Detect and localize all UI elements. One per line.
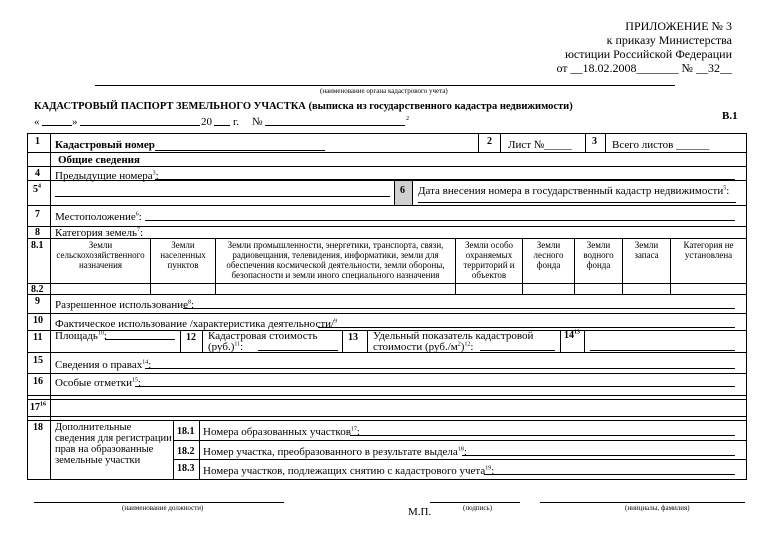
row-9-num: 9 <box>35 296 40 307</box>
permitted-use-label: Разрешенное использование$^8$: <box>55 299 195 311</box>
cadastral-value-field[interactable] <box>258 350 338 351</box>
rights-field[interactable] <box>145 368 735 369</box>
specific-value-field[interactable] <box>480 350 555 351</box>
row-18-num: 18 <box>33 422 43 433</box>
row-5-field[interactable] <box>55 196 390 197</box>
deregistered-plots-label: Номера участков, подлежащих снятию с кадастрового учета$^{19}$: <box>203 465 495 477</box>
row-18-1-num: 18.1 <box>177 426 195 437</box>
row-6-num: 6 <box>400 185 405 196</box>
category-forest: Земли лесного фонда <box>533 240 564 270</box>
category-agricultural: Земли сельскохозяйственного назначения <box>56 240 145 270</box>
category-reserve: Земли запаса <box>634 240 659 260</box>
row-4-num: 4 <box>35 168 40 179</box>
formed-plots-field[interactable] <box>350 435 735 436</box>
row-16-num: 16 <box>33 376 43 387</box>
category-not-set: Категория не установлена <box>683 240 734 260</box>
order-date-number: от __18.02.2008_______ № __32__ <box>556 61 732 75</box>
area-field[interactable] <box>105 339 175 340</box>
row-2-num: 2 <box>487 136 492 147</box>
order-line: к приказу Министерства <box>606 33 732 47</box>
cadastral-value-label: Кадастровая стоимость <box>208 330 318 342</box>
sheet-number-label: Лист №_____ <box>508 139 572 151</box>
day-field[interactable] <box>42 125 72 126</box>
number-footnote: 2 <box>406 116 409 122</box>
formed-plots-label: Номера образованных участков$^{17}$: <box>203 426 360 438</box>
number-field[interactable] <box>265 125 405 126</box>
previous-numbers-field[interactable] <box>155 179 735 180</box>
year-prefix: 20 <box>201 116 212 128</box>
deregistered-plots-field[interactable] <box>484 474 735 475</box>
number-sign: № <box>252 116 263 128</box>
row-11-num: 11 <box>33 332 43 343</box>
specific-value-unit: стоимости $(руб./м^2)^{12}$: <box>373 341 474 353</box>
row-10-num: 10 <box>33 315 43 326</box>
row-8-1-num: 8.1 <box>31 240 44 251</box>
year-g: г. <box>233 116 240 128</box>
category-protected: Земли особо охраняемых территорий и объектов <box>463 240 515 280</box>
converted-plot-label: Номер участка, преобразованного в результате выдела$^{18}$: <box>203 446 467 458</box>
row-15-num: 15 <box>33 355 43 366</box>
cadastral-number-field[interactable] <box>155 150 325 151</box>
permitted-use-field[interactable] <box>183 308 735 309</box>
area-label: Площадь$^{10}$: <box>55 330 107 342</box>
registration-date-field[interactable] <box>418 202 736 203</box>
date-quote-open: « <box>34 116 40 128</box>
location-label: Местоположение$^6$: <box>55 211 142 223</box>
org-caption: (наименование органа кадастрового учета) <box>320 87 448 95</box>
position-caption: (наименование должности) <box>122 504 204 512</box>
row-7-num: 7 <box>35 209 40 220</box>
year-field[interactable] <box>214 125 230 126</box>
row-14-field[interactable] <box>590 350 735 351</box>
document-title: КАДАСТРОВЫЙ ПАСПОРТ ЗЕМЕЛЬНОГО УЧАСТКА (выписка из государственного кадастра недвижимости) <box>34 101 573 112</box>
row-3-num: 3 <box>592 136 597 147</box>
row-13-num: 13 <box>348 332 358 343</box>
category-settlements: Земли населенных пунктов <box>160 240 206 270</box>
category-water: Земли водного фонда <box>583 240 614 270</box>
row-5-num: $5^4$ <box>33 183 41 195</box>
row-17-num: $17^{16}$ <box>30 401 46 413</box>
row-8-num: 8 <box>35 227 40 238</box>
total-sheets-label: Всего листов ______ <box>612 139 710 151</box>
form-code: В.1 <box>722 110 738 122</box>
registration-date-label: Дата внесения номера в государственный кадастр недвижимости$^5$: <box>418 185 730 197</box>
ministry-line: юстиции Российской Федерации <box>564 47 732 61</box>
cadastral-number-label: Кадастровый номер <box>55 139 155 151</box>
month-field[interactable] <box>80 125 200 126</box>
land-category-label: Категория земель$^7$: <box>55 227 144 239</box>
cadastral-value-unit: $(руб.)^{11}$: <box>208 341 244 353</box>
previous-numbers-label: Предыдущие номера$^3$: <box>55 170 159 182</box>
converted-plot-field[interactable] <box>462 455 735 456</box>
org-line <box>95 85 675 86</box>
row-1-num: 1 <box>35 136 40 147</box>
general-info-heading: Общие сведения <box>58 154 140 166</box>
rights-label: Сведения о правах$^{14}$: <box>55 359 152 371</box>
row-12-num: 12 <box>186 332 196 343</box>
signature-caption: (подпись) <box>463 504 493 512</box>
actual-use-label: Фактическое использование /характеристика деятельности/$^9$ <box>55 318 338 330</box>
appendix-title: ПРИЛОЖЕНИЕ № 3 <box>625 19 732 33</box>
special-marks-label: Особые отметки$^{15}$: <box>55 377 142 389</box>
stamp-label: М.П. <box>408 506 432 518</box>
date-quote-close: » <box>72 116 78 128</box>
row-18-2-num: 18.2 <box>177 446 195 457</box>
additional-info-label: Дополнительные сведения для регистрации прав на образованные земельные участки <box>55 422 172 466</box>
row-14-num: $14^{13}$ <box>564 329 580 341</box>
category-industry: Земли промышленности, энергетики, транспорта, связи, радиовещания, телевидения, информатики, земли для обеспечения космической деятельности, земли обороны, безопасности и земли иного специального назначения <box>226 240 445 280</box>
specific-value-label: Удельный показатель кадастровой <box>373 330 534 342</box>
location-field[interactable] <box>145 220 735 221</box>
row-18-3-num: 18.3 <box>177 463 195 474</box>
actual-use-field[interactable] <box>318 327 735 328</box>
initials-caption: (инициалы, фамилия) <box>625 504 690 512</box>
special-marks-field[interactable] <box>135 386 735 387</box>
row-8-2-num: 8.2 <box>31 284 44 295</box>
